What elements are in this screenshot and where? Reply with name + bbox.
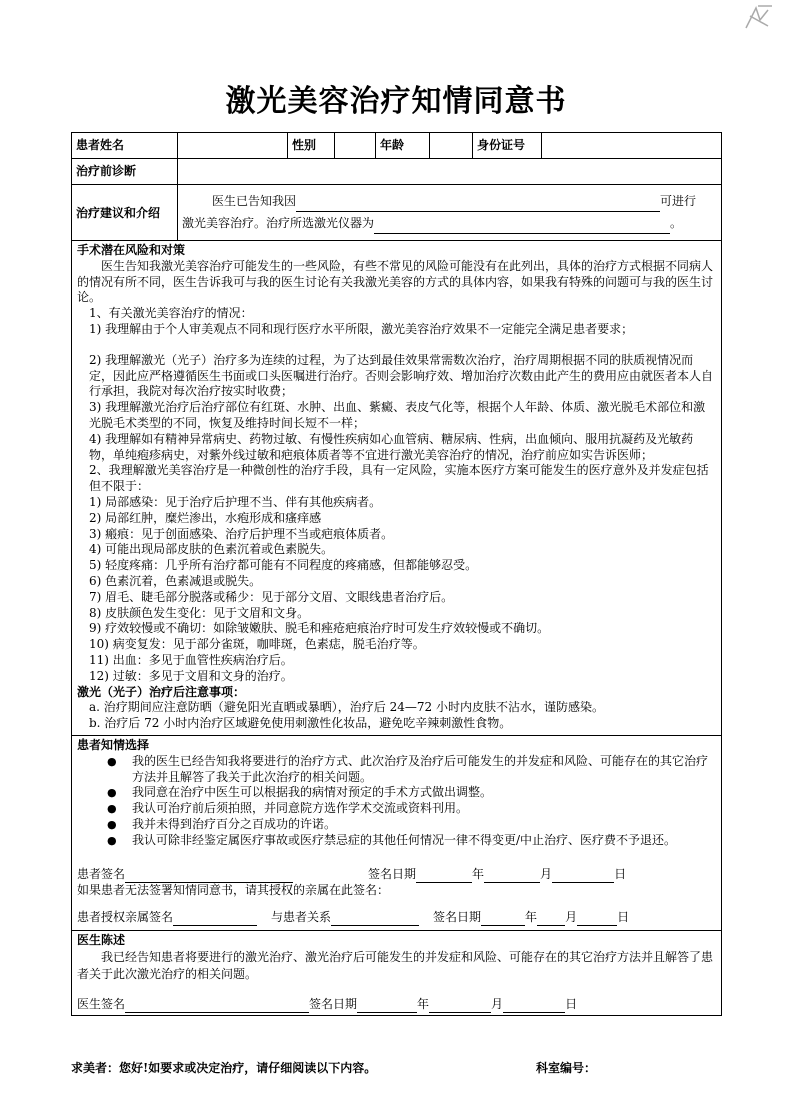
risks-s1-title: 1、有关激光美容治疗的情况： — [89, 306, 253, 321]
doctor-statement-section — [72, 931, 721, 1015]
list-item: 11) 出血：多见于血管性疾病治疗后。 — [89, 652, 293, 667]
doctor-sign-field[interactable] — [125, 994, 309, 1013]
list-item: 8) 皮肤颜色发生变化：见于文眉和文身。 — [89, 605, 310, 620]
risks-section — [72, 241, 721, 736]
list-item: 2) 局部红肿，糜烂渗出，水疱形成和瘙痒感 — [89, 510, 322, 525]
id-label: 身份证号 — [473, 133, 542, 158]
date-label: 签名日期 — [309, 997, 358, 1012]
corner-logo-icon — [738, 2, 778, 34]
year-field[interactable] — [416, 864, 472, 883]
list-item: a. 治疗期间应注意防晒（避免阳光直晒或暴晒），治疗后 24—72 小时内皮肤不沾水，谨防感染。 — [89, 700, 604, 715]
doctor-sign-label: 医生签名 — [77, 997, 126, 1012]
list-item: 5) 轻度疼痛：几乎所有治疗都可能有不同程度的疼痛感，但都能够忍受。 — [89, 558, 478, 573]
relation-label: 与患者关系 — [271, 910, 332, 925]
notes-heading: 激光（光子）治疗后注意事项： — [77, 684, 246, 699]
diagnosis-field[interactable] — [178, 159, 721, 184]
patient-choice-section — [72, 736, 721, 931]
advice-line2: 激光美容治疗。治疗所选激光仪器为 — [182, 216, 375, 230]
year-label: 年 — [472, 867, 485, 882]
diagnosis-label: 治疗前诊断 — [72, 159, 178, 184]
day-field[interactable] — [552, 864, 614, 883]
list-item: 3) 瘢痕：见于创面感染、治疗后护理不当或疤痕体质者。 — [89, 526, 394, 541]
doctor-sign-line — [77, 994, 716, 1013]
gender-label: 性别 — [288, 133, 335, 158]
day-field[interactable] — [577, 907, 617, 926]
advice-label: 治疗建议和介绍 — [72, 185, 178, 240]
list-item: ● 我认可治疗前后须拍照，并同意院方选作学术交流或资料刊用。 — [77, 801, 716, 817]
month-label: 月 — [491, 997, 504, 1012]
advice-reason-field[interactable] — [296, 190, 660, 212]
list-item: 4) 可能出现局部皮肤的色素沉着或色素脱失。 — [89, 542, 334, 557]
list-item: b. 治疗后 72 小时内治疗区域避免使用刺激性化妆品，避免吃辛辣刺激性食物。 — [89, 716, 512, 731]
list-item: ● 我同意在治疗中医生可以根据我的病情对预定的手术方式做出调整。 — [77, 785, 716, 801]
list-item: 3) 我理解激光治疗后治疗部位有红斑、水肿、出血、紫癜、表皮气化等，根据个人年龄、体质、激光脱毛术部位和激光脱毛术类型的不同，恢复及维持时间长短不一样； — [89, 400, 706, 430]
year-field[interactable] — [357, 994, 417, 1013]
footer-instruction: 求美者：您好!如要求或决定治疗，请仔细阅读以下内容。 — [71, 1061, 377, 1075]
advice-line2-end: 。 — [670, 216, 683, 230]
list-item: 12) 过敏：多见于文眉和文身的治疗。 — [89, 668, 293, 683]
month-field[interactable] — [537, 907, 565, 926]
list-item: 6) 色素沉着，色素减退或脱失。 — [89, 573, 262, 588]
laser-device-field[interactable] — [374, 212, 670, 234]
day-label: 日 — [614, 867, 627, 882]
id-field[interactable] — [542, 133, 721, 158]
list-item: 7) 眉毛、睫毛部分脱落或稀少：见于部分文眉、文眼线患者治疗后。 — [89, 589, 454, 604]
day-field[interactable] — [503, 994, 565, 1013]
date-label: 签名日期 — [433, 910, 482, 925]
year-label: 年 — [417, 997, 430, 1012]
list-item: ● 我认可除非经鉴定属医疗事故或医疗禁忌症的其他任何情况一律不得变更/中止治疗、医疗费不予退还。 — [77, 833, 716, 849]
advice-content — [178, 185, 721, 240]
patient-sign-field[interactable] — [125, 864, 293, 883]
patient-info-row — [72, 133, 721, 159]
age-label: 年龄 — [376, 133, 430, 158]
age-field[interactable] — [430, 133, 473, 158]
proxy-sign-line — [77, 907, 716, 926]
consent-form — [71, 132, 722, 1016]
proxy-sign-field[interactable] — [173, 907, 257, 926]
document-title: 激光美容治疗知情同意书 — [225, 84, 567, 119]
list-item: 1) 局部感染：见于治疗后护理不当、伴有其他疾病者。 — [89, 494, 382, 509]
diagnosis-row — [72, 159, 721, 185]
name-field[interactable] — [178, 133, 288, 158]
advice-row — [72, 185, 721, 241]
risks-intro: 医生告知我激光美容治疗可能发生的一些风险，有些不常见的风险可能没有在此列出，具体的治疗方式根据不同病人的情况有所不同，医生告诉我可与我的医生讨论有关我激光美容的方式的具体内容，如果我有特殊的问题可与我的医生讨论。 — [77, 258, 714, 305]
department-number-label: 科室编号： — [536, 1061, 597, 1075]
relation-field[interactable] — [331, 907, 419, 926]
month-field[interactable] — [484, 864, 540, 883]
list-item: 4) 我理解如有精神异常病史、药物过敏、有慢性疾病如心血管病、糖尿病、性病，出血倾向、服用抗凝药及光敏药物，单纯疱疹病史，对紫外线过敏和疤痕体质者等不宜进行激光美容治疗的情况，治疗前应如实告诉医师； — [89, 431, 694, 462]
day-label: 日 — [565, 997, 578, 1012]
gender-field[interactable] — [335, 133, 376, 158]
month-label: 月 — [540, 867, 553, 882]
advice-line1: 医生已告知我因 — [212, 194, 297, 208]
month-label: 月 — [565, 910, 578, 925]
name-label: 患者姓名 — [72, 133, 178, 158]
patient-sign-line — [77, 864, 716, 883]
year-label: 年 — [525, 910, 538, 925]
choice-heading: 患者知情选择 — [77, 737, 150, 752]
list-item: 9) 疗效较慢或不确切：如除皱嫩肤、脱毛和痤疮疤痕治疗时可发生疗效较慢或不确切。 — [89, 621, 550, 636]
day-label: 日 — [617, 910, 630, 925]
risks-heading: 手术潜在风险和对策 — [77, 243, 186, 257]
list-item: 2) 我理解激光（光子）治疗多为连续的过程，为了达到最佳效果常需数次治疗，治疗周期根据不同的肤质视情况而定，因此应严格遵循医生书面或口头医嘱进行治疗。否则会影响疗效、增加治疗次数由此产生的费用应由就医者本人自行承担，我院对每次治疗按实时收费； — [89, 352, 714, 399]
doctor-heading: 医生陈述 — [77, 933, 126, 948]
list-item: ● 我的医生已经告知我将要进行的治疗方式、此次治疗及治疗后可能发生的并发症和风险、可能存在的其它治疗方法并且解答了我关于此次治疗的相关问题。 — [77, 754, 716, 786]
month-field[interactable] — [429, 994, 491, 1013]
proxy-note: 如果患者无法签署知情同意书，请其授权的亲属在此签名： — [77, 883, 390, 898]
advice-line1-end: 可进行 — [660, 194, 697, 208]
proxy-sign-label: 患者授权亲属签名 — [77, 910, 174, 925]
risks-s2-title: 2、我理解激光美容治疗是一种微创性的治疗手段，具有一定风险，实施本医疗方案可能发生的医疗意外及并发症包括但不限于： — [89, 463, 709, 494]
list-item: 1) 我理解由于个人审美观点不同和现行医疗水平所限，激光美容治疗效果不一定能完全满足患者要求； — [89, 321, 634, 336]
year-field[interactable] — [481, 907, 525, 926]
list-item: ● 我并未得到治疗百分之百成功的许诺。 — [77, 817, 716, 833]
list-item: 10) 病变复发：见于部分雀斑，咖啡斑，色素痣，脱毛治疗等。 — [89, 637, 425, 652]
patient-sign-label: 患者签名 — [77, 867, 126, 882]
date-label: 签名日期 — [368, 867, 417, 882]
doctor-text: 我已经告知患者将要进行的激光治疗、激光治疗后可能发生的并发症和风险、可能存在的其它治疗方法并且解答了患者关于此次激光治疗的相关问题。 — [77, 950, 714, 982]
